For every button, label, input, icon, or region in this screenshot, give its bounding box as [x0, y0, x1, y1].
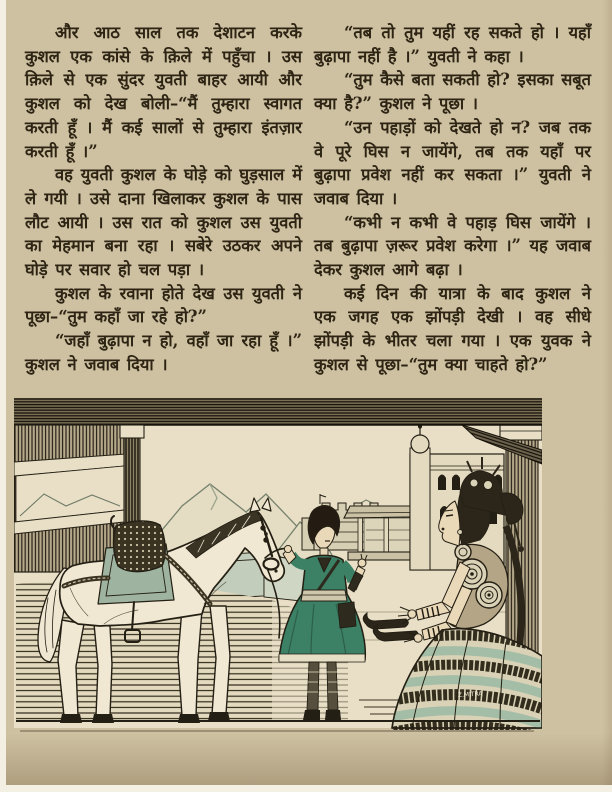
paragraph: “जहाँ बुढ़ापा न हो, वहाँ जा रहा हूँ ।” कुशल ने जवाब दिया ।	[25, 331, 302, 374]
page-right-shadow	[602, 0, 612, 792]
paragraph: कुशल के रवाना होते देख उस युवती ने पूछा–“तुम कहाँ जा रहे हो?”	[25, 283, 302, 327]
paragraph: वह युवती कुशल के घोड़े को घुड़साल में ले गयी । उसे दाना खिलाकर कुशल के पास लौट आयी । उस रात को कुशल उस युवती का मेहमान बना रहा । सबेरे उठकर अपने घोड़े पर सवार हो चल पड़ा ।	[25, 165, 302, 280]
illustration-svg	[14, 398, 542, 738]
paragraph: और आठ साल तक देशाटन करके कुशल एक कांसे के क़िले में पहुँचा । उस क़िले से एक सुंदर युवती बाहर आयी और कुशल को देख बोली–“मैं तुम्हारा स्वागत करती हूँ । मैं कई सालों से तुम्हारा इंतज़ार करती हूँ ।”	[25, 23, 302, 161]
paragraph: “कभी न कभी वे पहाड़ घिस जायेंगे । तब बुढ़ापा ज़रूर प्रवेश करेगा ।” यह जवाब देकर कुशल आगे बढ़ा ।	[314, 212, 591, 280]
scan-edge-left	[0, 0, 6, 792]
text-column-left	[25, 21, 302, 377]
scan-edge-bottom	[0, 785, 612, 792]
story-illustration	[14, 398, 542, 738]
page-bottom-shadow	[0, 733, 612, 785]
paragraph: “तब तो तुम यहीं रह सकते हो । यहाँ बुढ़ापा नहीं है ।” युवती ने कहा ।	[314, 23, 591, 66]
paragraph: कई दिन की यात्रा के बाद कुशल ने एक जगह एक झोंपड़ी देखी । वह सीधे झोंपड़ी के भीतर चला गया । एक युवक ने कुशल से पूछा–“तुम क्या चाहते हो?”	[314, 283, 591, 374]
paragraph: “तुम कैसे बता सकती हो? इसका सबूत क्या है?” कुशल ने पूछा ।	[314, 70, 591, 114]
artist-signature: Z.MITRA	[457, 690, 483, 699]
text-column-right	[314, 21, 591, 377]
paragraph: “उन पहाड़ों को देखते हो न? जब तक वे पूरे घिस न जायेंगे, तब तक यहाँ पर बुढ़ापा प्रवेश नहीं कर सकता ।” युवती ने जवाब दिया ।	[314, 117, 591, 208]
